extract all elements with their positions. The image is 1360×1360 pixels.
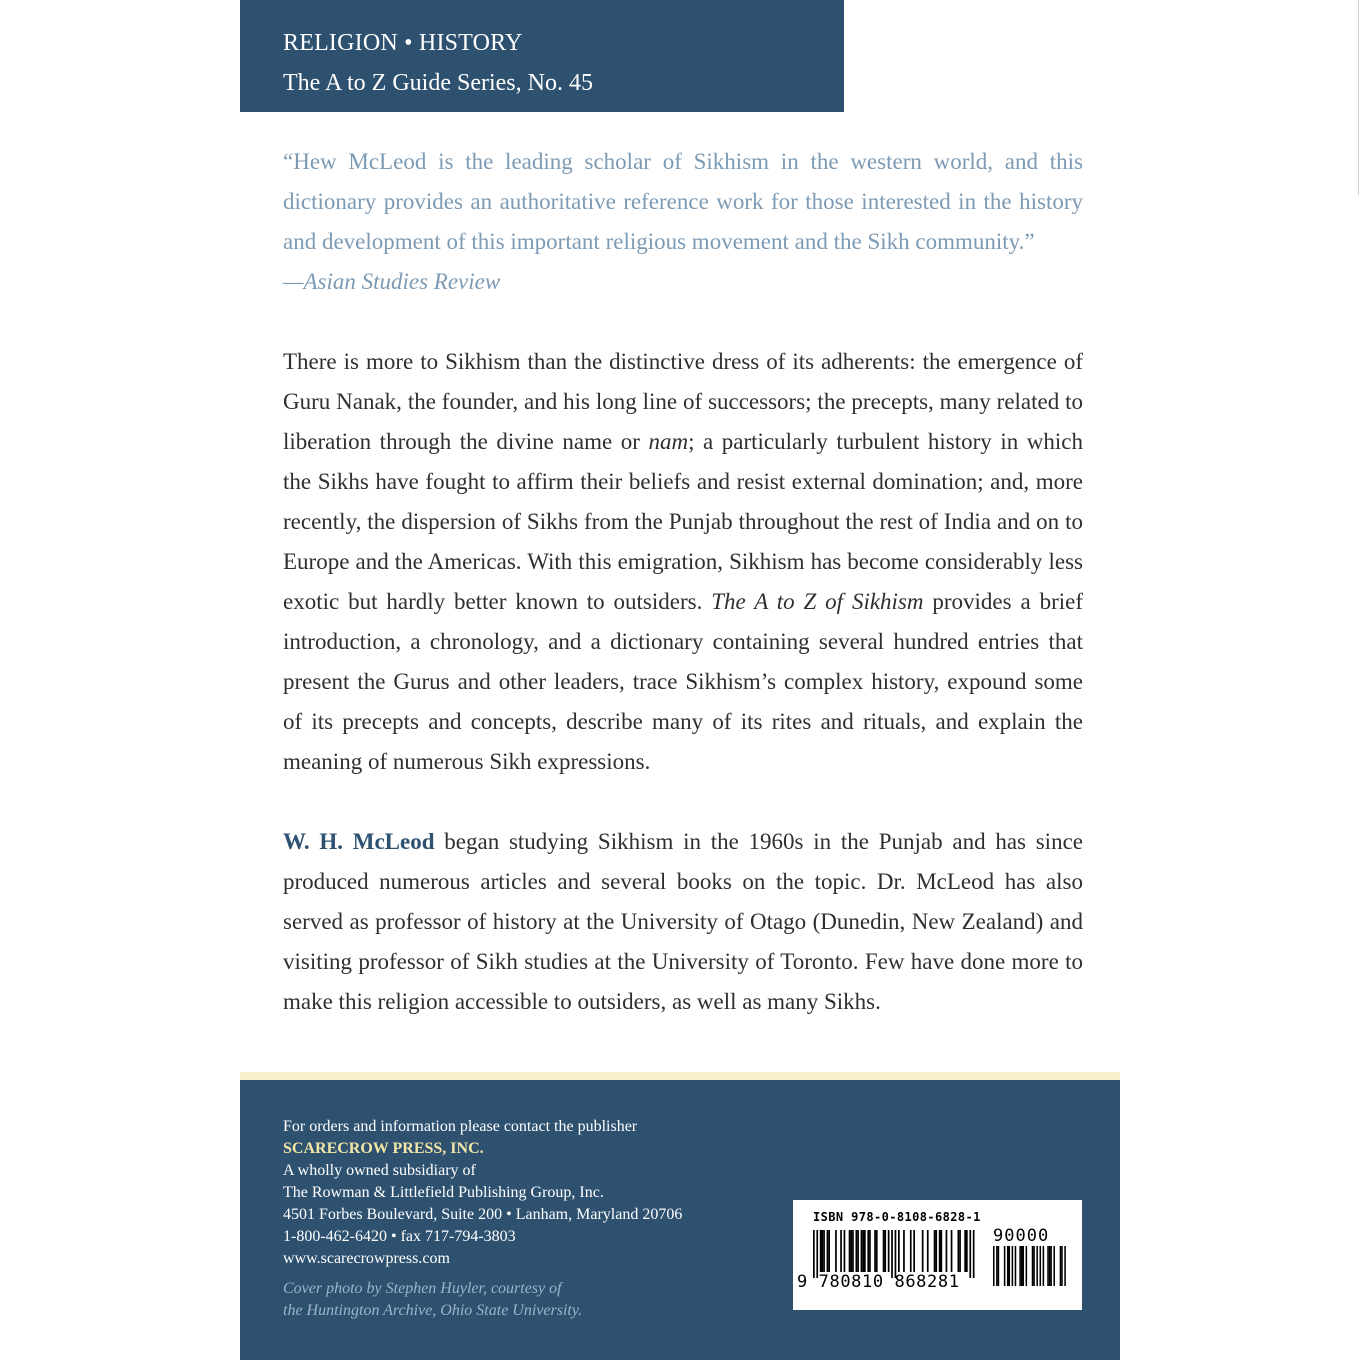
quote-text: “Hew McLeod is the leading scholar of Sikhism in the western world, and this dictionary provides an authoritative reference work for those interested in the history and development of this important religious movement and the Sikh community.” [283,149,1083,254]
author-bio [283,822,1083,1022]
addon-bar [1050,1246,1052,1286]
bio-text: began studying Sikhism in the 1960s in the Punjab and has since produced numerous articles and several books on the topic. Dr. McLeod has also served as professor of history at the University of Otago (Dunedin, New Zealand) and visiting professor of Sikh studies at the University of Toronto. Few have done more to make this religion accessible to outsiders, as well as many Sikhs. [283,829,1083,1014]
isbn-barcode [793,1200,1082,1310]
addon-bar [1049,1246,1051,1286]
review-quote [283,142,1083,302]
addon-bar [1019,1246,1021,1286]
barcode-bar [910,1230,912,1272]
barcode-bar [874,1230,876,1272]
addon-bar [1015,1246,1017,1286]
barcode-bar [939,1230,941,1272]
barcode-bar [852,1230,854,1272]
publisher-intro: For orders and information please contact the publisher [283,1118,638,1135]
barcode-bar [828,1230,830,1272]
barcode-bar [850,1230,852,1272]
barcode-bar [835,1230,837,1272]
barcode-bar [813,1230,815,1278]
photo-credit-line-2: the Huntington Archive, Ohio State University. [283,1302,583,1319]
addon-bar [1036,1246,1038,1286]
barcode-bar [867,1230,869,1272]
category-label: RELIGION • HISTORY [283,30,523,56]
description-text-2: ; a particularly turbulent history in which the Sikhs have fought to affirm their beliefs and resist external domination; and, more recently, the dispersion of Sikhs from the Punjab throughout the rest of India and on to Europe and the Americas. With this emigration, Sikhism has become considerably less exotic but hardly better known to outsiders. [283,429,1083,614]
barcode-bar [888,1230,890,1272]
addon-bar [1012,1246,1014,1286]
divider-strip [240,1072,1120,1080]
isbn-label: ISBN 978-0-8108-6828-1 [813,1210,981,1224]
header-band [240,0,844,112]
barcode-bar [816,1230,818,1278]
addon-bar [1053,1246,1055,1286]
edge-rule [1358,0,1359,195]
barcode-bars [793,1200,1082,1310]
barcode-bar [935,1230,937,1272]
addon-bar [996,1246,998,1286]
term-nam: nam [648,429,689,454]
barcode-bar [862,1230,864,1272]
barcode-bar [822,1230,824,1272]
barcode-bar [823,1230,825,1272]
addon-bar [1064,1246,1066,1286]
book-title: The A to Z of Sikhism [711,589,924,614]
barcode-bar [934,1230,936,1272]
barcode-bar [898,1230,900,1272]
barcode-bar [840,1230,842,1272]
barcode-bar [903,1230,905,1272]
addon-bar [1060,1246,1062,1286]
barcode-bar [951,1230,953,1272]
barcode-bar [844,1230,846,1272]
publisher-address: 4501 Forbes Boulevard, Suite 200 • Lanham, Maryland 20706 [283,1206,683,1223]
ean-number: 9 780810 868281 [797,1272,960,1292]
barcode-bar [966,1230,968,1272]
addon-bar [1040,1246,1042,1286]
publisher-phone: 1-800-462-6420 • fax 717-794-3803 [283,1228,516,1245]
publisher-website: www.scarecrowpress.com [283,1250,450,1267]
series-label: The A to Z Guide Series, No. 45 [283,70,593,96]
barcode-bar [946,1230,948,1272]
addon-number: 90000 [993,1226,1050,1246]
publisher-info [283,1116,682,1270]
publisher-parent: The Rowman & Littlefield Publishing Group, Inc. [283,1184,604,1201]
barcode-bar [927,1230,929,1272]
description-text-1: There is more to Sikhism than the distinctive dress of its adherents: the emergence of Guru Nanak, the founder, and his long line of successors; the precepts, many related to liberation through the divine name or [283,349,1083,454]
photo-credit [283,1278,582,1322]
publisher-name: SCARECROW PRESS, INC. [283,1140,484,1157]
barcode-bar [827,1230,829,1272]
addon-bar [1047,1246,1049,1286]
barcode-bar [922,1230,924,1272]
barcode-bar [891,1230,893,1278]
addon-bar [1009,1246,1011,1286]
back-cover [240,0,1120,1360]
book-description [283,342,1083,782]
barcode-bar [913,1230,915,1272]
barcode-bar [969,1230,971,1278]
barcode-bar [861,1230,863,1272]
barcode-bar [964,1230,966,1272]
publisher-subsidiary: A wholly owned subsidiary of [283,1162,476,1179]
addon-bar [998,1246,1000,1286]
description-text-3: provides a brief introduction, a chronology, and a dictionary containing several hundred entries that present the Gurus and other leaders, trace Sikhism’s complex history, expound some of its precepts and concepts, describe many of its rites and rituals, and explain the meaning of numerous Sikh expressions. [283,589,1083,774]
addon-bar [993,1246,995,1286]
barcode-bar [876,1230,878,1272]
addon-bar [1026,1246,1028,1286]
addon-bar [1022,1246,1024,1286]
barcode-bar [973,1230,975,1278]
addon-bar [1033,1246,1035,1286]
barcode-bar [864,1230,866,1272]
barcode-bar [895,1230,897,1278]
barcode-bar [884,1230,886,1272]
addon-bar [1007,1246,1009,1286]
barcode-bar [856,1230,858,1272]
barcode-bar [958,1230,960,1272]
addon-bar [1004,1246,1006,1286]
quote-source: —Asian Studies Review [283,269,501,294]
addon-bar [1043,1246,1045,1286]
publisher-band [240,1080,1120,1360]
addon-bar [1061,1246,1063,1286]
barcode-bar [869,1230,871,1272]
barcode-bar [883,1230,885,1272]
addon-bar [1032,1246,1034,1286]
barcode-bar [849,1230,851,1272]
photo-credit-line-1: Cover photo by Stephen Huyler, courtesy of [283,1280,562,1297]
barcode-bar [857,1230,859,1272]
addon-bar [1021,1246,1023,1286]
barcode-bar [941,1230,943,1272]
barcode-bar [820,1230,822,1272]
barcode-bar [959,1230,961,1272]
author-name: W. H. McLeod [283,829,435,854]
